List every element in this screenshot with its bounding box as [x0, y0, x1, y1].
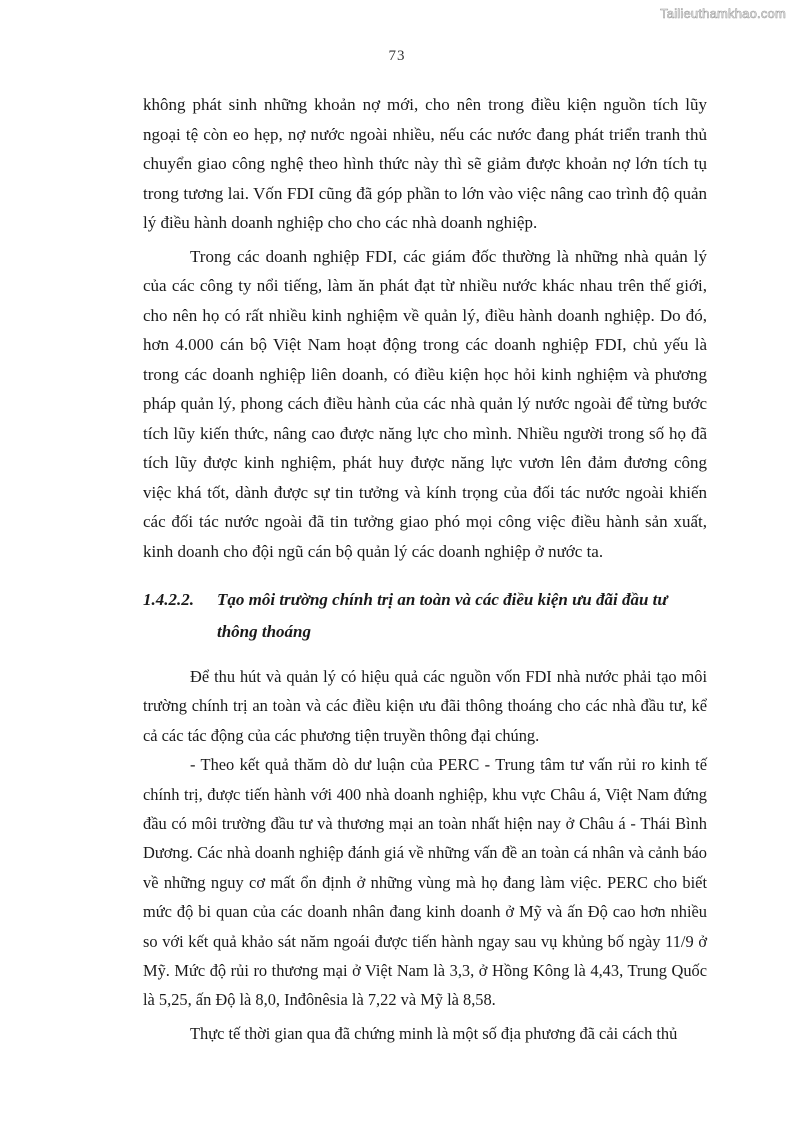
paragraph-fdi-managers: Trong các doanh nghiệp FDI, các giám đốc thường là những nhà quản lý của các công ty nổi tiếng, làm ăn phát đạt từ nhiều nước khác nhau trên thế giới, cho nên họ có rất nhiều kinh nghiệm về quản lý, điều hành doanh nghiệp. Do đó, hơn 4.000 cán bộ Việt Nam hoạt động trong các doanh nghiệp FDI, chủ yếu là trong các doanh nghiệp liên doanh, có điều kiện học hỏi kinh nghiệm và phương pháp quản lý, phong cách điều hành của các nhà quản lý nước ngoài để từng bước tích lũy kiến thức, nâng cao được năng lực cho mình. Nhiều người trong số họ đã tích lũy được kinh nghiệm, phát huy được năng lực vươn lên đảm đương công việc khá tốt, dành được sự tin tưởng và kính trọng của đối tác nước ngoài khiến các đối tác nước ngoài đã tin tưởng giao phó mọi công việc điều hành sản xuất, kinh doanh cho đội ngũ cán bộ quản lý các doanh nghiệp ở nước ta.: [143, 246, 707, 561]
paragraph-perc-survey: - Theo kết quả thăm dò dư luận của PERC - Trung tâm tư vấn rủi ro kinh tế chính trị, được tiến hành với 400 nhà doanh nghiệp, khu vực Châu á, Việt Nam đứng đầu có môi trường đầu tư và thương mại an toàn nhất hiện nay ở Châu á - Thái Bình Dương. Các nhà doanh nghiệp đánh giá về những vấn đề an toàn cá nhân và cảnh báo về những nguy cơ mất ổn định ở những vùng mà họ đang làm việc. PERC cho biết mức độ bi quan của các doanh nhân đang kinh doanh ở Mỹ và ấn Độ cao hơn nhiều so với kết quả khảo sát năm ngoái được tiến hành ngay sau vụ khủng bố ngày 11/9 ở Mỹ. Mức độ rủi ro thương mại ở Việt Nam là 3,3, ở Hồng Kông là 4,43, Trung Quốc là 5,25, ấn Độ là 8,0, Inđônêsia là 7,22 và Mỹ là 8,58.: [143, 755, 707, 1010]
document-body: [143, 90, 707, 1048]
watermark-text: Tailieuthamkhao.com: [660, 6, 786, 21]
section-title: Tạo môi trường chính trị an toàn và các điều kiện ưu đãi đầu tư thông thoáng: [217, 590, 668, 641]
page-number: 73: [388, 48, 406, 64]
section-heading: [143, 584, 707, 648]
paragraph-attract-fdi: Để thu hút và quản lý có hiệu quả các nguồn vốn FDI nhà nước phải tạo môi trường chính trị an toàn và các điều kiện ưu đãi thông thoáng cho các nhà đầu tư, kể cả các tác động của các phương tiện truyền thông đại chúng.: [143, 667, 707, 745]
paragraph-continuation: không phát sinh những khoản nợ mới, cho nên trong điều kiện nguồn tích lũy ngoại tệ còn eo hẹp, nợ nước ngoài nhiều, nếu các nước đang phát triển tranh thủ chuyển giao công nghệ theo hình thức này thì sẽ giảm được khoản nợ lớn tích tụ trong tương lai. Vốn FDI cũng đã góp phần to lớn vào việc nâng cao trình độ quản lý điều hành doanh nghiệp cho cho các nhà doanh nghiệp.: [143, 95, 707, 232]
paragraph-reform: Thực tế thời gian qua đã chứng minh là một số địa phương đã cải cách thủ: [190, 1023, 678, 1043]
section-number: 1.4.2.2.: [143, 590, 194, 609]
